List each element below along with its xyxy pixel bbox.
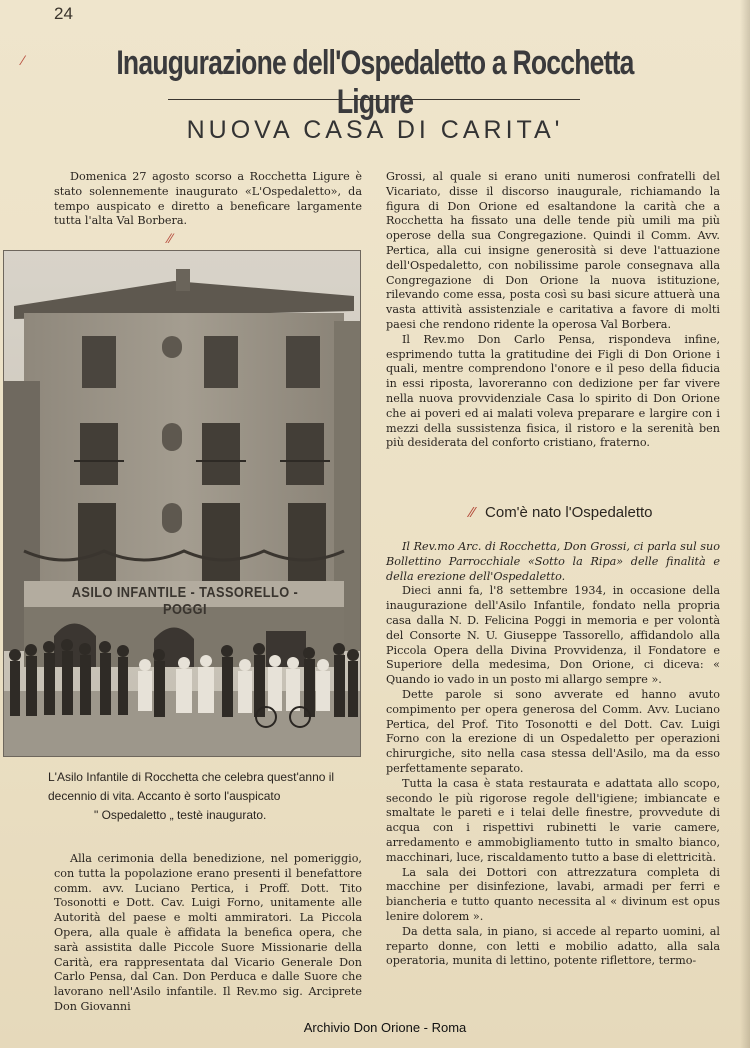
- page-number: 24: [54, 4, 73, 23]
- archive-label: Archivio Don Orione - Roma: [303, 1020, 467, 1035]
- caption-line-2: " Ospedaletto „ testè inaugurato.: [94, 808, 267, 822]
- ceremony-text: Alla cerimonia della benedizione, nel pomeriggio, con tutta la popolazione erano presenti il benefattore comm. avv. Luciano Pertica, i Proff. Dott. Tito Tosonotti e Dott. Cav. Luigi Forno, unitamente alle Autorità del paese e molti ammiratori. La Piccola Opera, alla quale è affidata la benefica opera, che sarà assistita dalle Piccole Suore Missionarie della Carità, era rappresentata dal Vicario Generale Don Carlo Pensa, dal Can. Don Perduca e dalle Suore che lavorano nell'Asilo infantile. Il Rev.mo sig. Arciprete Don Giovanni: [54, 852, 362, 1013]
- building-illustration: [4, 251, 360, 756]
- page-edge-shadow: [740, 0, 750, 1048]
- doctors-room-paragraph: La sala dei Dottori con attrezzatura completa di macchine per disinfezione, lavabi, armadi per ferri e biancheria e tutto quanto necessita al « divinum est opus lenire dolorem ».: [386, 865, 720, 923]
- article-title: Inaugurazione dell'Ospedaletto a Rocchetta Ligure: [116, 44, 634, 121]
- restoration-paragraph: Tutta la casa è stata restaurata e adattata allo scopo, secondo le più rigorose regole dell'igiene; imbiancate e smaltate le pareti e i telai delle finestre, provvedute di acqua con i rispettivi rubinetti le varie camere, arredamento e ammobigliamento tutto in smalto bianco, macchinari, luce, riscaldamento tutto a base di elettricità.: [386, 776, 720, 864]
- photo-caption: [48, 768, 366, 825]
- benefactors-paragraph: Dette parole si sono avverate ed hanno avuto compimento per opera generosa del Comm. Avv. Luciano Pertica, del Prof. Tito Tosonotti e del Dott. Cav. Luigi Forno con la erezione di un Ospedaletto per operazioni chirurgiche, sito nella casa stessa dell'Asilo, ma da esso perfettamente separato.: [386, 687, 720, 775]
- pencil-mark-icon: ⁄⁄: [168, 230, 173, 246]
- section-heading-text: Com'è nato l'Ospedaletto: [485, 504, 653, 521]
- bulletin-intro-paragraph: Il Rev.mo Arc. di Rocchetta, Don Grossi, ci parla sul suo Bollettino Parrocchiale «Sotto la Ripa» delle finalità e della erezione dell'Ospedaletto.: [386, 540, 720, 583]
- caption-line-1: L'Asilo Infantile di Rocchetta che celebra quest'anno il decennio di vita. Accanto è sorto l'auspicato: [48, 770, 335, 803]
- inaugural-speech-paragraph: Grossi, al quale si erano uniti numerosi confratelli del Vicariato, disse il discorso inaugurale, richiamando la figura di Don Orione ed esaltandone la carità che a Rocchetta ha fissato una delle tende più umili ma più operose della sua Congregazione. Quindi il Comm. Avv. Pertica, alla cui insigne generosità si deve l'attuazione dell'Ospedaletto, con nobilissime parole consegnava alla Congregazione di Don Orione la nuova istituzione, rilevando come essa, posta così su basi sicure attuerà una vasta attività assistenziale e caritativa a favore di molti paesi che rendono ridente la operosa Val Borbera.: [386, 170, 720, 331]
- ceremony-paragraph: [54, 852, 362, 1015]
- section-heading: [470, 504, 720, 521]
- pencil-mark-icon: ⁄⁄: [470, 504, 476, 521]
- wards-paragraph: Da detta sala, in piano, si accede al reparto uomini, al reparto donne, con letti e mobilio adatto, alla sala operatoria, munita di lettino, potente riflettore, termo-: [386, 924, 720, 968]
- history-paragraph: Dieci anni fa, l'8 settembre 1934, in occasione della inaugurazione dell'Asilo Infantile, fondato nella propria casa dalla N. D. Felicina Poggi in memoria e per volontà del Consorte N. U. Giuseppe Tassorello, affidandolo alla Piccola Opera della Divina Provvidenza, il Fondatore e Superiore della medesima, Don Orione, ci diceva: « Quando io vado in un posto mi allargo sempre ».: [386, 584, 720, 687]
- asylum-photo: [3, 250, 361, 757]
- article-subtitle: NUOVA CASA DI CARITA': [186, 116, 564, 144]
- pencil-mark-icon: ⁄: [22, 52, 25, 68]
- right-column-top: [386, 170, 720, 451]
- pensa-response-paragraph: Il Rev.mo Don Carlo Pensa, rispondeva infine, esprimendo tutta la gratitudine dei Figli di Don Orione i quali, mentre comprendono l'onore e il peso della fiducia in essi riposta, lavoreranno con dedizione per far vivere nella nuova provvidenziale Casa lo spirito di Don Orione che ai poveri ed ai malati voleva preparare e largire con i mezzi della sussistenza fisica, il ristoro e la serenità ben più desiderata del conforto cristiano, fraterno.: [386, 332, 720, 450]
- photo-sign-text: ASILO INFANTILE - TASSORELLO - POGGI: [71, 584, 299, 618]
- right-column-bottom: [386, 540, 720, 969]
- title-divider: [168, 99, 580, 100]
- intro-text: Domenica 27 agosto scorso a Rocchetta Ligure è stato solennemente inaugurato «L'Ospedaletto», da tempo auspicato e diretto a beneficare largamente tutta l'alta Val Borbera.: [54, 170, 362, 228]
- intro-paragraph: [54, 170, 362, 229]
